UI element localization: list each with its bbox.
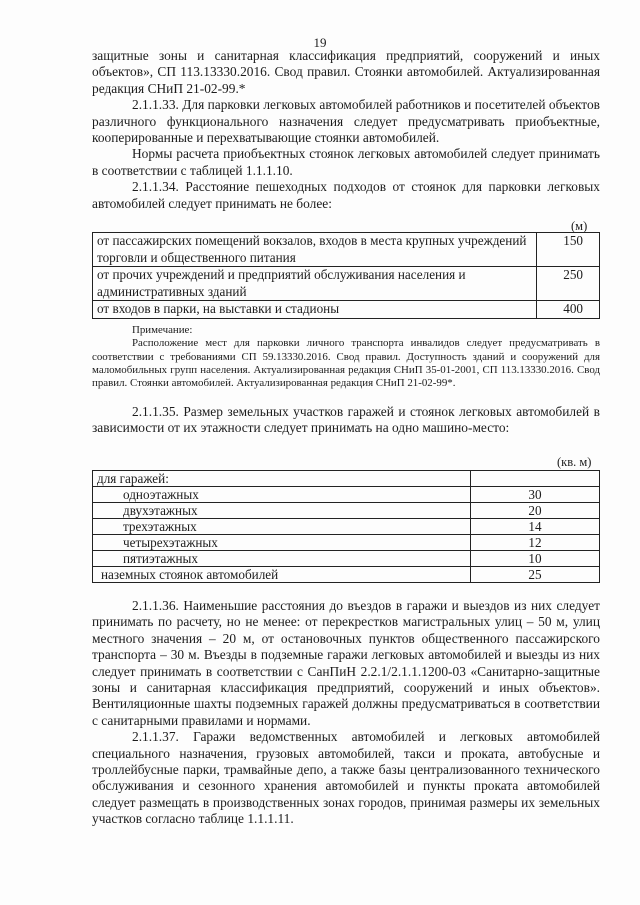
table-cell-label: от прочих учреждений и предприятий обслуживания населения и административных зданий bbox=[93, 267, 537, 301]
table-cell-label: трехэтажных bbox=[93, 519, 471, 535]
table-row bbox=[93, 567, 600, 583]
table-cell-value: 10 bbox=[471, 551, 600, 567]
paragraph-2-1-1-34: 2.1.1.34. Расстояние пешеходных подходов от стоянок для парковки легковых автомобилей следует принимать не более: bbox=[92, 179, 600, 211]
table-cell-value: 25 bbox=[471, 567, 600, 583]
table-row bbox=[93, 519, 600, 535]
table-cell-value: 400 bbox=[537, 301, 600, 319]
table-cell-label: наземных стоянок автомобилей bbox=[93, 567, 471, 583]
table-cell-value: 150 bbox=[537, 233, 600, 267]
note-block bbox=[92, 324, 600, 390]
note-title: Примечание: bbox=[132, 324, 193, 336]
table-row bbox=[93, 503, 600, 519]
table2-unit: (кв. м) bbox=[557, 455, 592, 469]
table-cell-value bbox=[471, 471, 600, 487]
table-cell-value: 250 bbox=[537, 267, 600, 301]
table-row bbox=[93, 535, 600, 551]
paragraph: защитные зоны и санитарная классификация предприятий, сооружений и иных объектов», СП 113.13330.2016. Свод правил. Стоянки автомобилей. Актуализированная редакция СНиП 21-02-99.* bbox=[92, 48, 600, 96]
text-block-mid bbox=[92, 404, 600, 437]
paragraph-2-1-1-37: 2.1.1.37. Гаражи ведомственных автомобилей и легковых автомобилей специального назначения, грузовых автомобилей, такси и проката, автобусные и троллейбусные парки, трамвайные депо, а также базы централизованного технического обслуживания и сезонного хранения автомобилей и пункты проката автомобилей следует размещать в производственных зонах городов, принимая размеры их земельных участков согласно таблице 1.1.1.11. bbox=[92, 729, 600, 827]
page-number: 19 bbox=[313, 35, 327, 50]
table-cell-label: от входов в парки, на выставки и стадионы bbox=[93, 301, 537, 319]
table-cell-value: 20 bbox=[471, 503, 600, 519]
table-cell-label: одноэтажных bbox=[93, 487, 471, 503]
table-row bbox=[93, 233, 600, 267]
paragraph-2-1-1-36: 2.1.1.36. Наименьшие расстояния до въездов в гаражи и выездов из них следует принимать по расчету, но не менее: от перекрестков магистральных улиц – 50 м, улиц местного значения – 20 м, от остановочных пунктов общественного пассажирского транспорта – 30 м. Въезды в подземные гаражи легковых автомобилей и выезды из них следует принимать в соответствии с СанПиН 2.2.1/2.1.1.1200-03 «Санитарно-защитные зоны и санитарная классификация предприятий, сооружений и иных объектов». Вентиляционные шахты подземных гаражей должны предусматриваться в соответствии с санитарными правилами и нормами. bbox=[92, 598, 600, 728]
table-row bbox=[93, 551, 600, 567]
text-block-bottom bbox=[92, 598, 600, 828]
garage-area-table bbox=[92, 470, 600, 583]
note-text: Расположение мест для парковки личного транспорта инвалидов следует предусматривать в соответствии с требованиями СП 59.13330.2016. Свод правил. Доступность зданий и сооружений для маломобильных групп населения. Актуализированная редакция СНиП 35-01-2001, СП 113.13330.2016. Свод правил. Стоянки автомобилей. Актуализированная редакция СНиП 21-02-99*. bbox=[92, 337, 600, 390]
text-block-top bbox=[92, 48, 600, 212]
paragraph-2-1-1-35: 2.1.1.35. Размер земельных участков гаражей и стоянок легковых автомобилей в зависимости от их этажности следует принимать на одно машино-место: bbox=[92, 404, 600, 436]
table-row bbox=[93, 267, 600, 301]
paragraph: Нормы расчета приобъектных стоянок легковых автомобилей следует принимать в соответствии с таблицей 1.1.1.10. bbox=[92, 146, 600, 178]
table-row bbox=[93, 301, 600, 319]
table-cell-label: четырехэтажных bbox=[93, 535, 471, 551]
table-row bbox=[93, 487, 600, 503]
table-cell-value: 14 bbox=[471, 519, 600, 535]
table-cell-label: от пассажирских помещений вокзалов, входов в места крупных учреждений торговли и общественного питания bbox=[93, 233, 537, 267]
walking-distance-table bbox=[92, 232, 600, 319]
table1-unit: (м) bbox=[571, 219, 588, 233]
paragraph-2-1-1-33: 2.1.1.33. Для парковки легковых автомобилей работников и посетителей объектов различного функционального назначения следует предусматривать приобъектные, кооперированные и перехватывающие стоянки автомобилей. bbox=[92, 97, 600, 146]
table-cell-label: для гаражей: bbox=[93, 471, 471, 487]
table-cell-value: 30 bbox=[471, 487, 600, 503]
table-cell-label: двухэтажных bbox=[93, 503, 471, 519]
table-cell-value: 12 bbox=[471, 535, 600, 551]
table-row bbox=[93, 471, 600, 487]
table-cell-label: пятиэтажных bbox=[93, 551, 471, 567]
